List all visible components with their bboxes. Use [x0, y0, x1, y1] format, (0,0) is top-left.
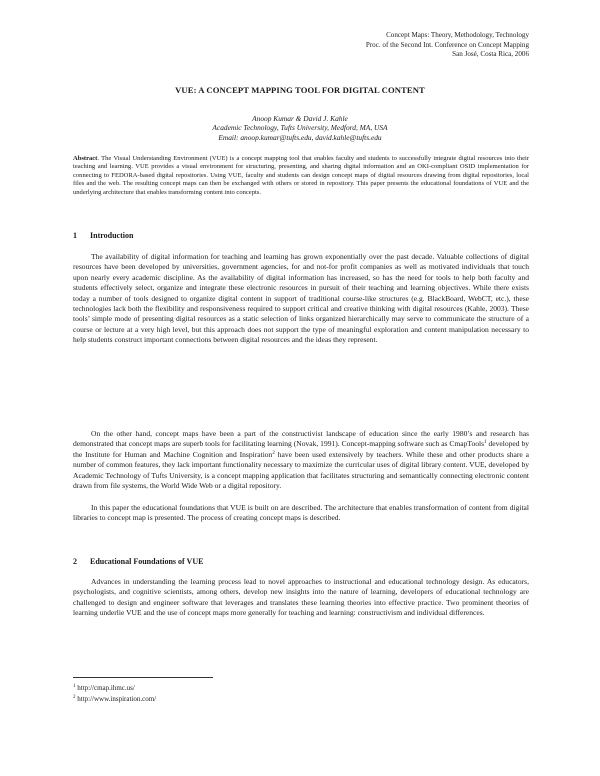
section-number: 2: [73, 557, 77, 566]
footnote-ref-2[interactable]: 2: [272, 450, 275, 456]
intro-paragraph-2: [73, 429, 529, 491]
author-affiliation: Academic Technology, Tufts University, Medford, MA, USA: [212, 123, 388, 133]
author-names: Anoop Kumar & David J. Kahle: [252, 114, 348, 123]
intro-paragraph-1: [73, 252, 529, 346]
section-heading-introduction: [73, 231, 133, 240]
footnote-link-cmap[interactable]: http://cmap.ihmc.us/: [75, 684, 135, 692]
intro-paragraph-3: [73, 503, 529, 524]
section-heading-educational-foundations: [73, 557, 203, 566]
paper-title: VUE: A CONCEPT MAPPING TOOL FOR DIGITAL CONTENT: [175, 85, 425, 95]
section-title: Educational Foundations of VUE: [90, 557, 204, 566]
header-line-location: San José, Costa Rica, 2006: [452, 50, 529, 59]
footnotes: [73, 683, 156, 704]
footnote-2: [73, 694, 156, 705]
footnote-number: 1: [73, 684, 76, 689]
paragraph-text: Advances in understanding the learning process lead to novel approaches to instructional and educational technology design. As educators, psychologists, and cognitive scientists, among others, develop new insights into the nature of learning, developers of educational technology are challenged to design and engineer software that leverages and translates these learning theories into effective practice. Two prominent theories of learning underlie VUE and the use of concept maps more generally for teaching and learning: constructivism and individual differences.: [73, 577, 529, 618]
section-number: 1: [73, 231, 77, 240]
author-block: [0, 114, 600, 142]
footnote-number: 2: [73, 694, 76, 700]
footnote-1: [73, 683, 156, 694]
abstract: [73, 155, 529, 197]
abstract-label: Abstract: [73, 155, 98, 162]
header-line-proceedings: Proc. of the Second Int. Conference on Concept Mapping: [365, 40, 529, 49]
foundations-paragraph-1: [73, 577, 529, 619]
section-title: Introduction: [90, 231, 134, 240]
paragraph-text: developed by the Institute for Human and Machine Cognition and Inspiration: [73, 439, 529, 459]
footnote-divider: [73, 677, 213, 678]
paragraph-text: On the other hand, concept maps have been a part of the constructivist landscape of education since the early 1980’s and research has demonstrated that concept maps are superb tools for facilitating learning (Novak, 1991). Concept-mapping software such as CmapTools: [73, 429, 529, 449]
footnote-ref-1[interactable]: 1: [484, 440, 487, 446]
footnote-link-inspiration[interactable]: http://www.inspiration.com/: [75, 694, 157, 703]
abstract-text: . The Visual Understanding Environment (VUE) is a concept mapping tool that enables faculty and students to successfully integrate digital resources into their teaching and learning. VUE provides a visual environment for structuring, presenting, and sharing digital information and an OKI-compliant OSID implementation for connecting to FEDORA-based digital repositories. Using VUE, faculty and students can design concept maps of digital resources drawing from digital repositories, local files and the web. The resulting concept maps can then be exchanged with others or stored in repository. This paper presents the educational foundations of VUE and the underlying architecture that enables transforming content into concepts.: [73, 155, 529, 196]
header-line-series: Concept Maps: Theory, Methodology, Technology: [386, 31, 529, 39]
paragraph-text: The availability of digital information for teaching and learning has grown exponentially over the past decade. Valuable collections of digital resources have been developed by universities, government agencies, for and not-for profit companies as well as motivated individuals that touch upon nearly every academic discipline. As the availability of digital information has increased, so has the need for tools to help both faculty and students effectively select, organize and integrate these electronic resources in pursuit of their teaching and learning objectives. While there exists today a number of tools designed to organize digital content in support of traditional course-like structures (e.g. BlackBoard, WebCT, etc.), these technologies lack both the flexibility and responsiveness required to support critical and creative thinking with digital resources (Kahle, 2003). These tools’ simple mode of presenting digital resources as a static selection of links organized hierarchically may serve to communicate the structure of a course or lecture at a very high level, but this approach does not support the type of meaningful exploration and content manipulation necessary to help students construct important connections between digital resources and the ideas they represent.: [73, 252, 529, 345]
author-email: Email: anoop.kumar@tufts.edu, david.kahle@tufts.edu: [218, 132, 382, 142]
paragraph-text: have been used extensively by teachers. While these and other products share a number of common features, they lack important functionality necessary to maximize the curricular uses of digital library content. VUE, developed by Academic Technology of Tufts University, is a concept mapping application that facilitates structuring and semantically connecting electronic content drawn from file systems, the World Wide Web or a digital repository.: [73, 449, 529, 491]
paragraph-text: In this paper the educational foundations that VUE is built on are described. The architecture that enables transformation of content from digital libraries to concept map is presented. The process of creating concept maps is described.: [73, 503, 529, 523]
conference-header: [229, 31, 529, 60]
